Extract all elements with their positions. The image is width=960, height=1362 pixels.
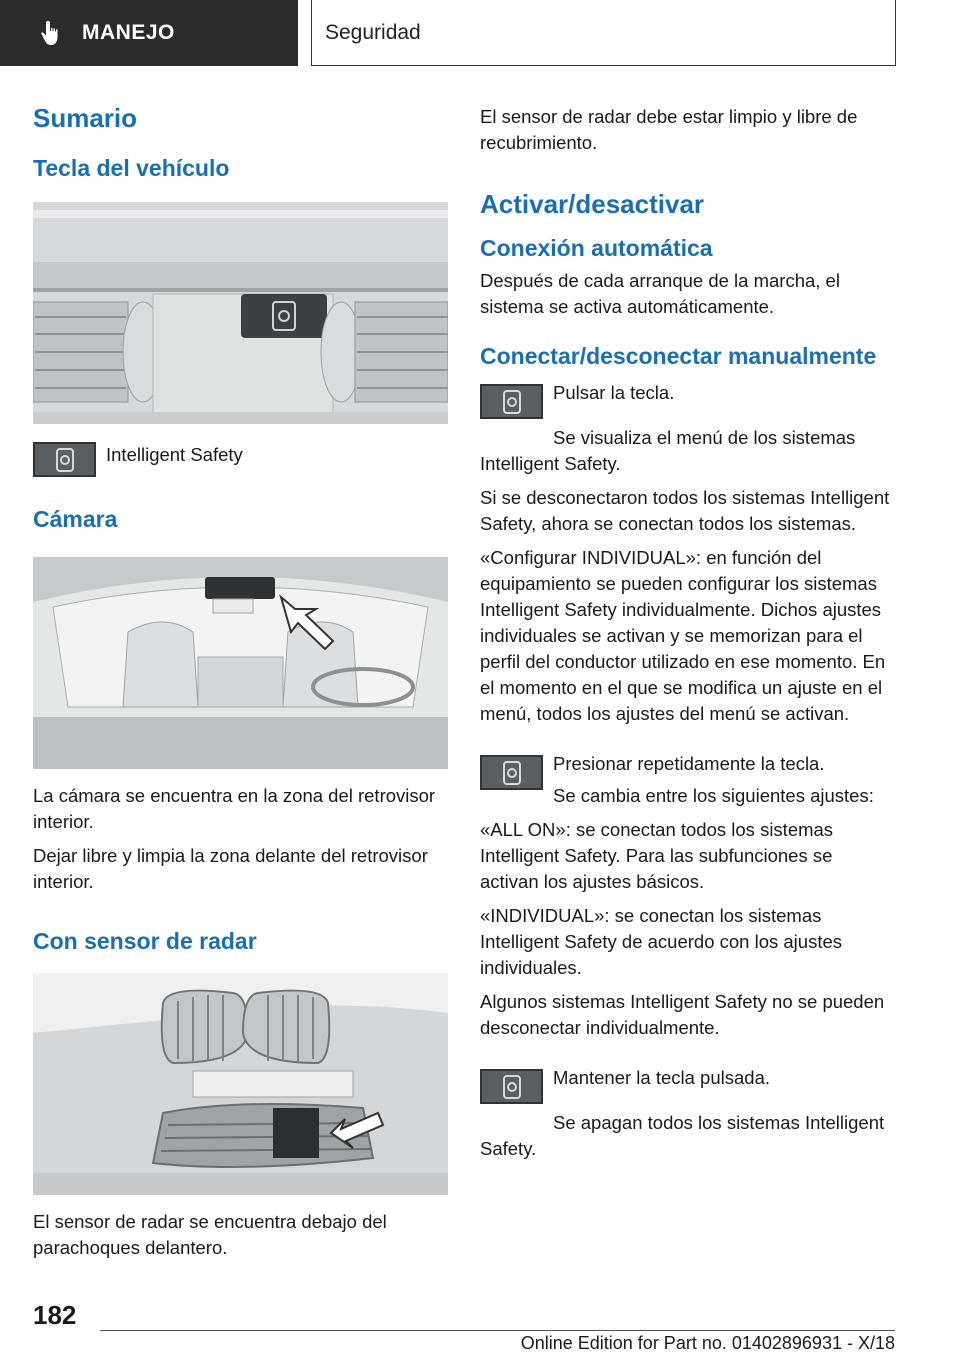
radar-sensor-image [33,973,448,1195]
allon-paragraph: «ALL ON»: se conectan todos los sistemas Intelligent Safety. Para las subfunciones se activan los ajustes básicos. [480,819,834,892]
step-repeat-result: Se cambia entre los siguientes ajustes: [553,785,874,806]
step-repeat-row [480,751,895,809]
footer-divider [100,1330,895,1331]
heading-automatica: Conexión automática [480,235,713,261]
chapter-tab[interactable] [0,0,298,66]
radar-paragraph-2: El sensor de radar debe estar limpio y libre de recubrimiento. [480,106,858,153]
step-repeat-text: Presionar repetidamente la tecla. [553,753,825,774]
section-label: Seguridad [325,20,421,44]
some-systems-paragraph: Algunos sistemas Intelligent Safety no se pueden desconectar individualmente. [480,991,885,1038]
step-hold-text: Mantener la tecla pulsada. [553,1067,770,1088]
tecla-label: Intelligent Safety [106,444,243,465]
right-column [480,100,895,1162]
dashboard-key-image [33,202,448,424]
heading-sumario: Sumario [33,103,138,133]
manual-paragraph-1: Si se desconectaron todos los sistemas Intelligent Safety, ahora se conectan todos los sistemas. [480,487,890,534]
heading-manual: Conectar/desconectar manualmente [480,343,877,369]
heading-activar: Activar/desactivar [480,189,705,219]
auto-paragraph: Después de cada arranque de la marcha, el sistema se activa automáticamente. [480,270,840,317]
step-press-row [480,380,895,419]
chapter-label: MANEJO [82,21,175,44]
intelligent-safety-key-icon [480,384,543,419]
step-hold-row [480,1065,895,1104]
left-column [33,100,448,1261]
page-header [0,0,960,66]
heading-camara: Cámara [33,506,118,532]
manual-paragraph-2: «Configurar INDIVIDUAL»: en función del equipamiento se pueden configurar los sistemas Intelligent Safety individualmente. Dichos ajustes individuales se activan y se memorizan para el perfil del conductor utilizado en ese momento. En el momento en el que se modifica un ajuste en el menú, todos los ajustes del menú se activan. [480,547,886,724]
page-number: 182 [33,1300,77,1330]
hand-pointer-icon [38,18,68,48]
camara-paragraph-2: Dejar libre y limpia la zona delante del retrovisor interior. [33,845,428,892]
camera-location-image [33,557,448,769]
heading-tecla: Tecla del vehículo [33,155,230,181]
footer-edition: Online Edition for Part no. 01402896931 - X/18 [520,1333,895,1353]
tecla-row [33,442,448,477]
intelligent-safety-key-icon [480,1069,543,1104]
intelligent-safety-key-icon [480,755,543,790]
radar-paragraph-1: El sensor de radar se encuentra debajo del parachoques delantero. [33,1211,387,1258]
camara-paragraph-1: La cámara se encuentra en la zona del retrovisor interior. [33,785,436,832]
intelligent-safety-key-icon [33,442,96,477]
step-press-text: Pulsar la tecla. [553,382,675,403]
step-hold-result: Se apagan todos los sistemas Intelligent Safety. [480,1112,885,1159]
section-tab[interactable] [311,0,896,66]
step-press-result: Se visualiza el menú de los sistemas Intelligent Safety. [480,427,856,474]
individual-paragraph: «INDIVIDUAL»: se conectan los sistemas Intelligent Safety de acuerdo con los ajustes individuales. [480,905,843,978]
heading-radar: Con sensor de radar [33,928,257,954]
